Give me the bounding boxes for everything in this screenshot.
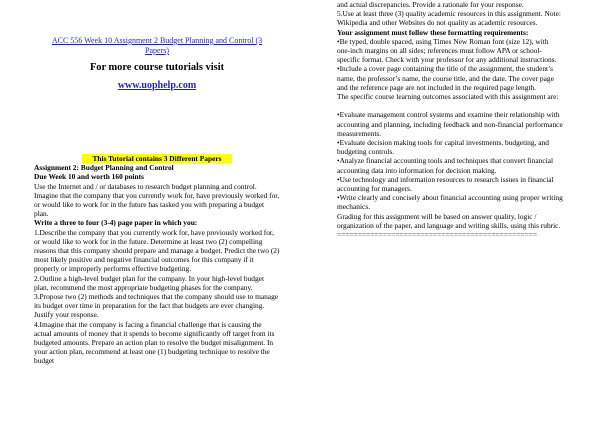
- site-link[interactable]: www.uophelp.com: [117, 80, 197, 91]
- outcome-item: •Write clearly and concisely about financial accounting using proper writing mechanics.: [337, 193, 563, 212]
- format-heading: Your assignment must follow these formatting requirements:: [337, 27, 529, 37]
- outcome-item: •Analyze financial accounting tools and techniques that convert financial accounting data into information for decision making.: [337, 156, 554, 175]
- continuation-text: and actual discrepancies. Provide a rationale for your response.: [337, 0, 524, 9]
- list-item: 3.Propose two (2) methods and techniques that the company should use to manage its budget over time in preparation for the fact that budgets are ever changing. Justify your response.: [34, 292, 279, 320]
- title-link[interactable]: ACC 556 Week 10 Assignment 2 Budget Planning and Control (3 Papers): [51, 36, 263, 55]
- list-item: 5.Use at least three (3) quality academic resources in this assignment. Note: Wikipedia and other Websites do not quality as academic resources.: [337, 9, 561, 28]
- assignment-heading: Assignment 2: Budget Planning and Control: [34, 163, 174, 173]
- list-item: 1.Describe the company that you currently work for, have previously worked for, or would like to work for in the future. Determine at least two (2) compelling reasons that this company should prepare and manage a budget. Predict the two (2) most likely positive and negative financial outcomes for this company if it properly or improperly performs effective budgeting.: [34, 227, 280, 274]
- outcome-item: •Use technology and information resources to research issues in financial accounting for managers.: [337, 174, 554, 194]
- intro-paragraph: Use the Internet and / or databases to research budget planning and control. Imagine that the company that you currently work for, have previously worked for, or would like to work for in the future has tasked you with preparing a budget plan.: [34, 181, 280, 219]
- right-column: [337, 0, 563, 239]
- outcomes-intro: The specific course learning outcomes associated with this assignment are:: [337, 92, 559, 102]
- highlight-banner: This Tutorial contains 3 Different Papers: [82, 154, 232, 163]
- list-item: 4.Imagine that the company is facing a financial challenge that is causing the actual amounts of money that it spends to become significantly off target from its budgeted amounts. Prepare an action plan to resolve the budget misalignment. In your action plan, recommend at least one (1) budgeting technique to resolve the budget: [34, 319, 275, 366]
- format-item: •Include a cover page containing the title of the assignment, the student’s name, the professor’s name, the course title, and the date. The cover page and the reference page are not included in the required page length.: [337, 64, 554, 92]
- outcome-item: •Evaluate management control systems and examine their relationship with accounting and planning, including feedback and non-financial performance measurements.: [337, 110, 563, 138]
- instructions-heading: Write a three to four (3-4) page paper in which you:: [34, 218, 198, 228]
- outcome-item: •Evaluate decision making tools for capital investments, budgeting, and budgeting controls.: [337, 138, 549, 157]
- grading-text: Grading for this assignment will be based on answer quality, logic / organization of the paper, and language and writing skills, using this rubric.: [337, 211, 561, 230]
- spacer: [337, 101, 563, 110]
- list-item: 2.Outline a high-level budget plan for the company. In your high-level budget plan, recommend the most appropriate budgeting phases for the company.: [34, 273, 265, 292]
- promo-text: For more course tutorials visit: [89, 62, 225, 73]
- format-item: •Be typed, double spaced, using Times New Roman font (size 12), with one-inch margins on all sides; references must follow APA or school-specific format. Check with your professor for any additional instructions.: [337, 36, 557, 65]
- due-heading: Due Week 10 and worth 160 points: [34, 172, 144, 182]
- left-column: [34, 0, 280, 366]
- separator-line: ================================================: [337, 230, 538, 240]
